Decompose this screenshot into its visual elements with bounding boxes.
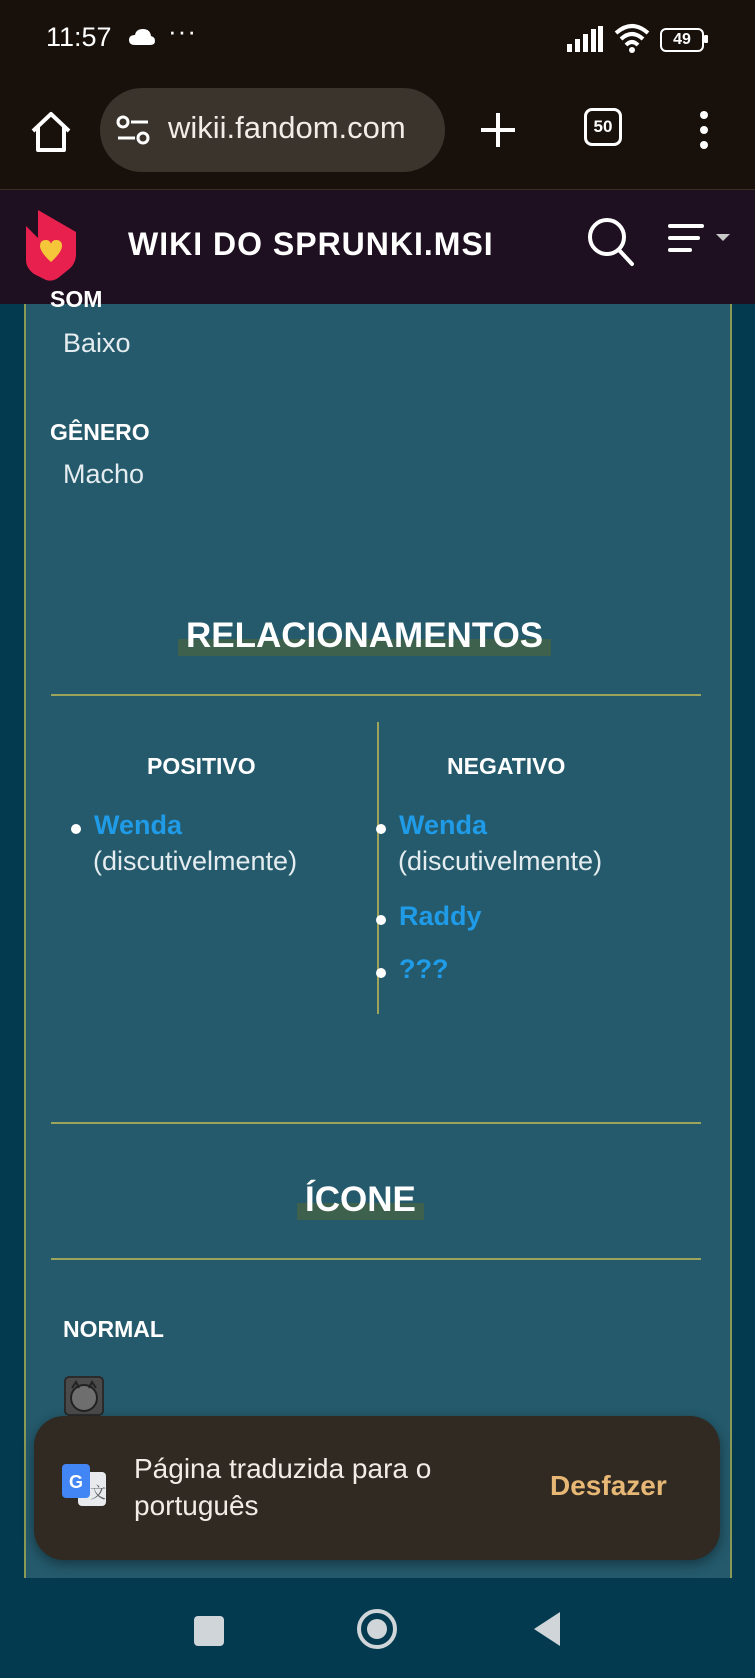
more-notifications-icon: ··· [168,16,197,46]
divider [51,1258,701,1260]
svg-text:G: G [69,1472,84,1492]
relationship-link[interactable]: Raddy [399,901,482,931]
url-text: wikii.fandom.com [168,110,406,145]
search-icon[interactable] [586,216,636,268]
character-face-icon [66,1378,102,1414]
signal-icon [567,26,603,52]
relationship-note: (discutivelmente) [93,846,298,876]
wifi-icon [614,23,650,53]
toast-line-2: português [134,1490,259,1521]
tab-switcher-button[interactable]: 50 [584,108,622,146]
field-value-genero: Macho [63,459,145,489]
battery-level: 49 [660,28,704,52]
relationships-title: RELACIONAMENTOS [178,616,551,656]
relationship-link[interactable]: ??? [399,954,449,984]
back-icon[interactable] [532,1610,562,1648]
status-time: 11:57 [46,22,112,52]
list-bullet [376,915,386,925]
list-bullet [376,824,386,834]
battery-icon [660,28,708,52]
translation-toast [34,1416,720,1560]
home-nav-icon[interactable] [356,1608,398,1650]
wiki-title[interactable]: WIKI DO SPRUNKI.MSI [128,226,494,262]
more-menu-icon[interactable] [694,110,714,150]
negative-title: NEGATIVO [447,753,566,779]
icon-subtitle: NORMAL [63,1316,164,1342]
character-icon-image[interactable] [64,1376,104,1416]
infobox [24,286,732,1578]
system-navigation-bar [0,1578,755,1678]
divider [51,1122,701,1124]
field-label-genero: GÊNERO [50,419,150,445]
toast-line-1: Página traduzida para o [134,1453,432,1484]
wiki-header [0,190,755,304]
undo-translation-button[interactable]: Desfazer [550,1470,667,1501]
recents-icon[interactable] [194,1616,224,1646]
status-bar [0,0,755,82]
url-bar[interactable] [100,88,445,172]
relationship-link[interactable]: Wenda [94,810,183,840]
new-tab-icon[interactable] [478,110,518,150]
relationship-note: (discutivelmente) [398,846,603,876]
site-settings-icon[interactable] [116,112,152,148]
hamburger-menu-icon[interactable] [668,220,734,260]
list-bullet [71,824,81,834]
svg-text:文: 文 [90,1485,107,1502]
divider [51,694,701,696]
list-bullet [376,968,386,978]
field-label-som: SOM [50,286,103,312]
icon-section-title: ÍCONE [297,1180,424,1220]
field-value-som: Baixo [63,328,131,358]
fandom-logo[interactable] [22,208,78,280]
positive-title: POSITIVO [147,753,256,779]
browser-toolbar [0,82,755,190]
home-icon[interactable] [28,109,74,155]
cloud-icon [128,28,156,46]
google-translate-icon [60,1462,108,1510]
toast-message [134,1450,474,1524]
relationship-link[interactable]: Wenda [399,810,488,840]
